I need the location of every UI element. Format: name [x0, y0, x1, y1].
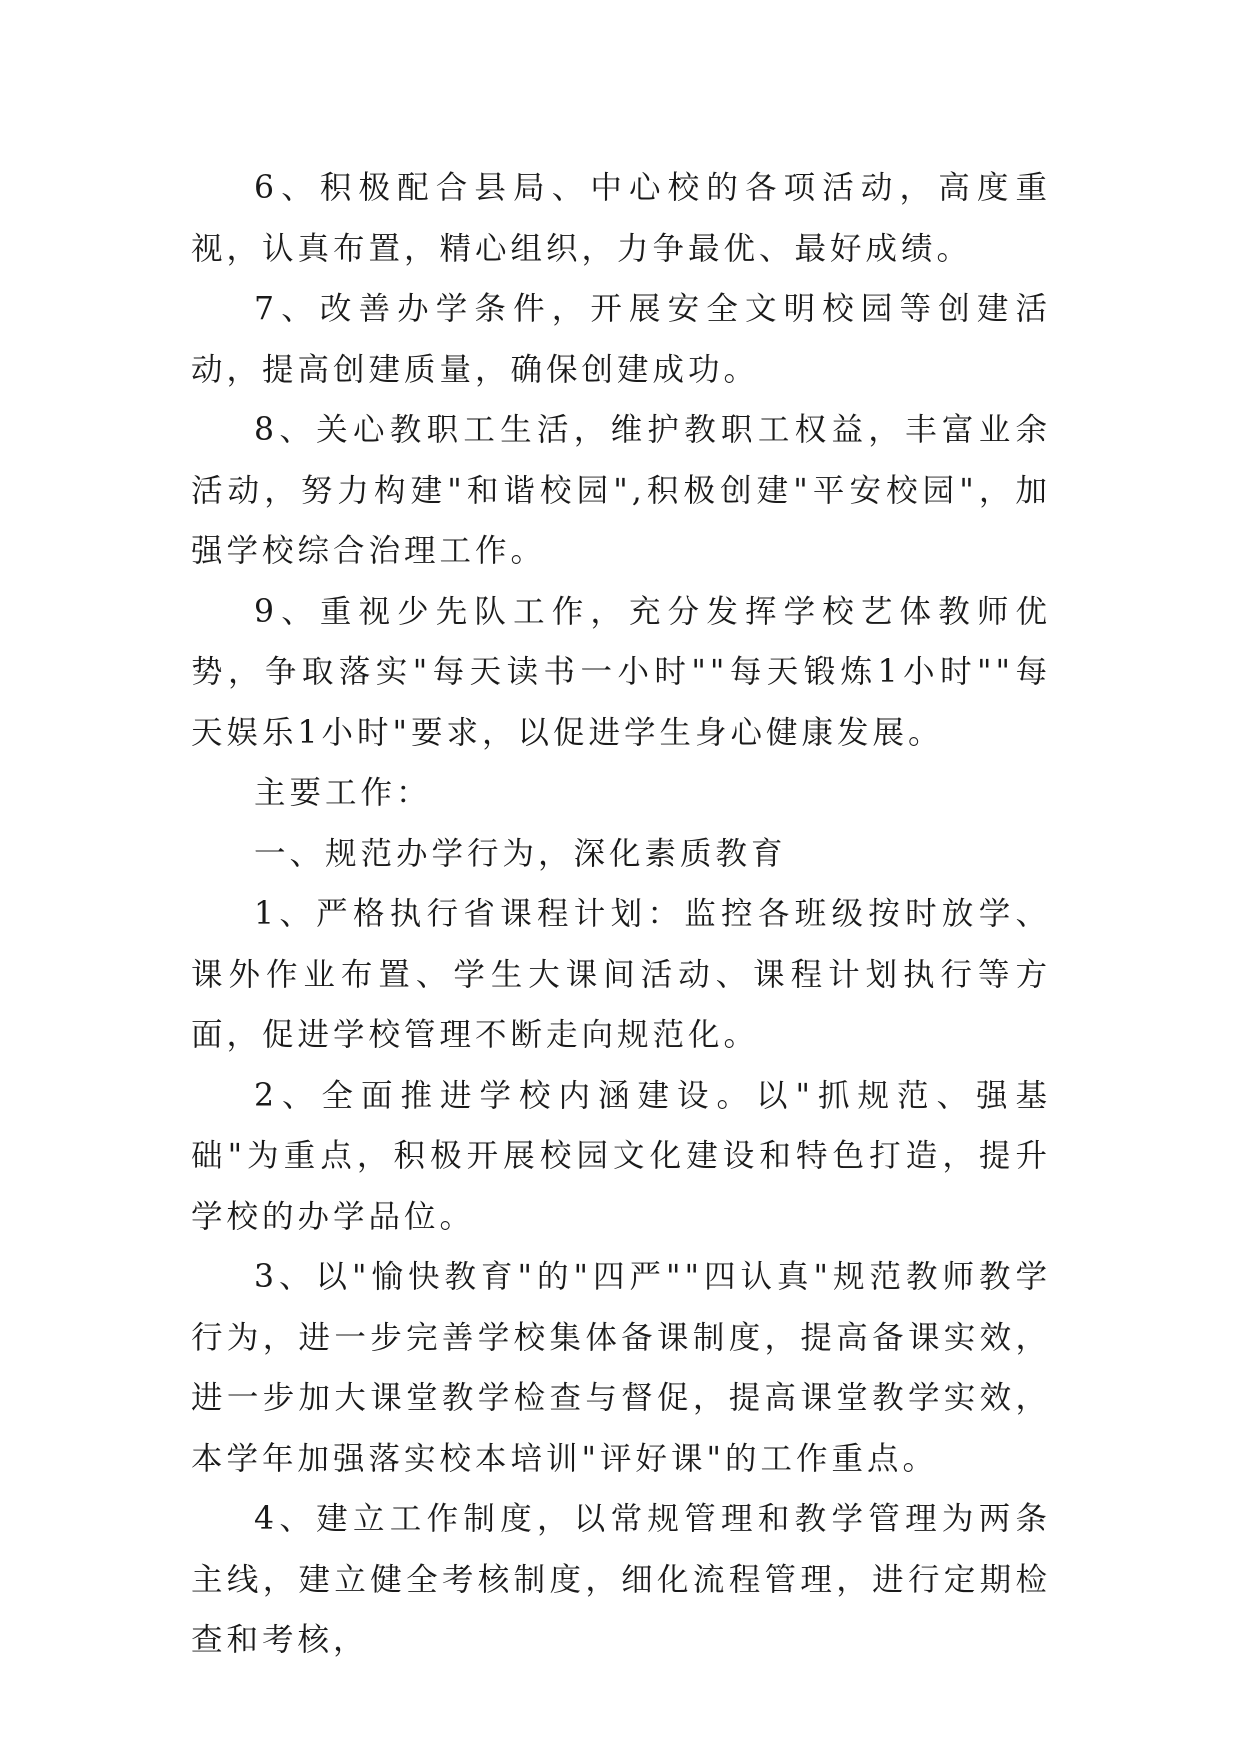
section-heading-main-work: 主要工作：	[254, 775, 432, 811]
work-item-1: 1、严格执行省课程计划：监控各班级按时放学、课外作业布置、学生大课间活动、课程计划执行等方面，促进学校管理不断走向规范化。	[191, 896, 1051, 1053]
paragraph-item-6: 6、积极配合县局、中心校的各项活动，高度重视，认真布置，精心组织，力争最优、最好成绩。	[191, 170, 1051, 267]
section-heading-one: 一、规范办学行为，深化素质教育	[254, 835, 787, 872]
paragraph-item-9: 9、重视少先队工作，充分发挥学校艺体教师优势，争取落实"每天读书一小时""每天锻炼1小时""每天娱乐1小时"要求，以促进学生身心健康发展。	[191, 593, 1051, 751]
work-item-3: 3、以"愉快教育"的"四严""四认真"规范教师教学行为，进一步完善学校集体备课制度，提高备课实效，进一步加大课堂教学检查与督促，提高课堂教学实效，本学年加强落实校本培训"评好课"的工作重点。	[191, 1259, 1051, 1477]
paragraph-item-8: 8、关心教职工生活，维护教职工权益，丰富业余活动，努力构建"和谐校园",积极创建"平安校园"，加强学校综合治理工作。	[191, 412, 1051, 569]
work-item-2: 2、全面推进学校内涵建设。以"抓规范、强基础"为重点，积极开展校园文化建设和特色打造，提升学校的办学品位。	[191, 1077, 1051, 1235]
document-body	[191, 158, 1051, 1671]
work-item-4: 4、建立工作制度，以常规管理和教学管理为两条主线，建立健全考核制度，细化流程管理，进行定期检查和考核，	[191, 1501, 1051, 1658]
paragraph-item-7: 7、改善办学条件，开展安全文明校园等创建活动，提高创建质量，确保创建成功。	[191, 291, 1051, 388]
